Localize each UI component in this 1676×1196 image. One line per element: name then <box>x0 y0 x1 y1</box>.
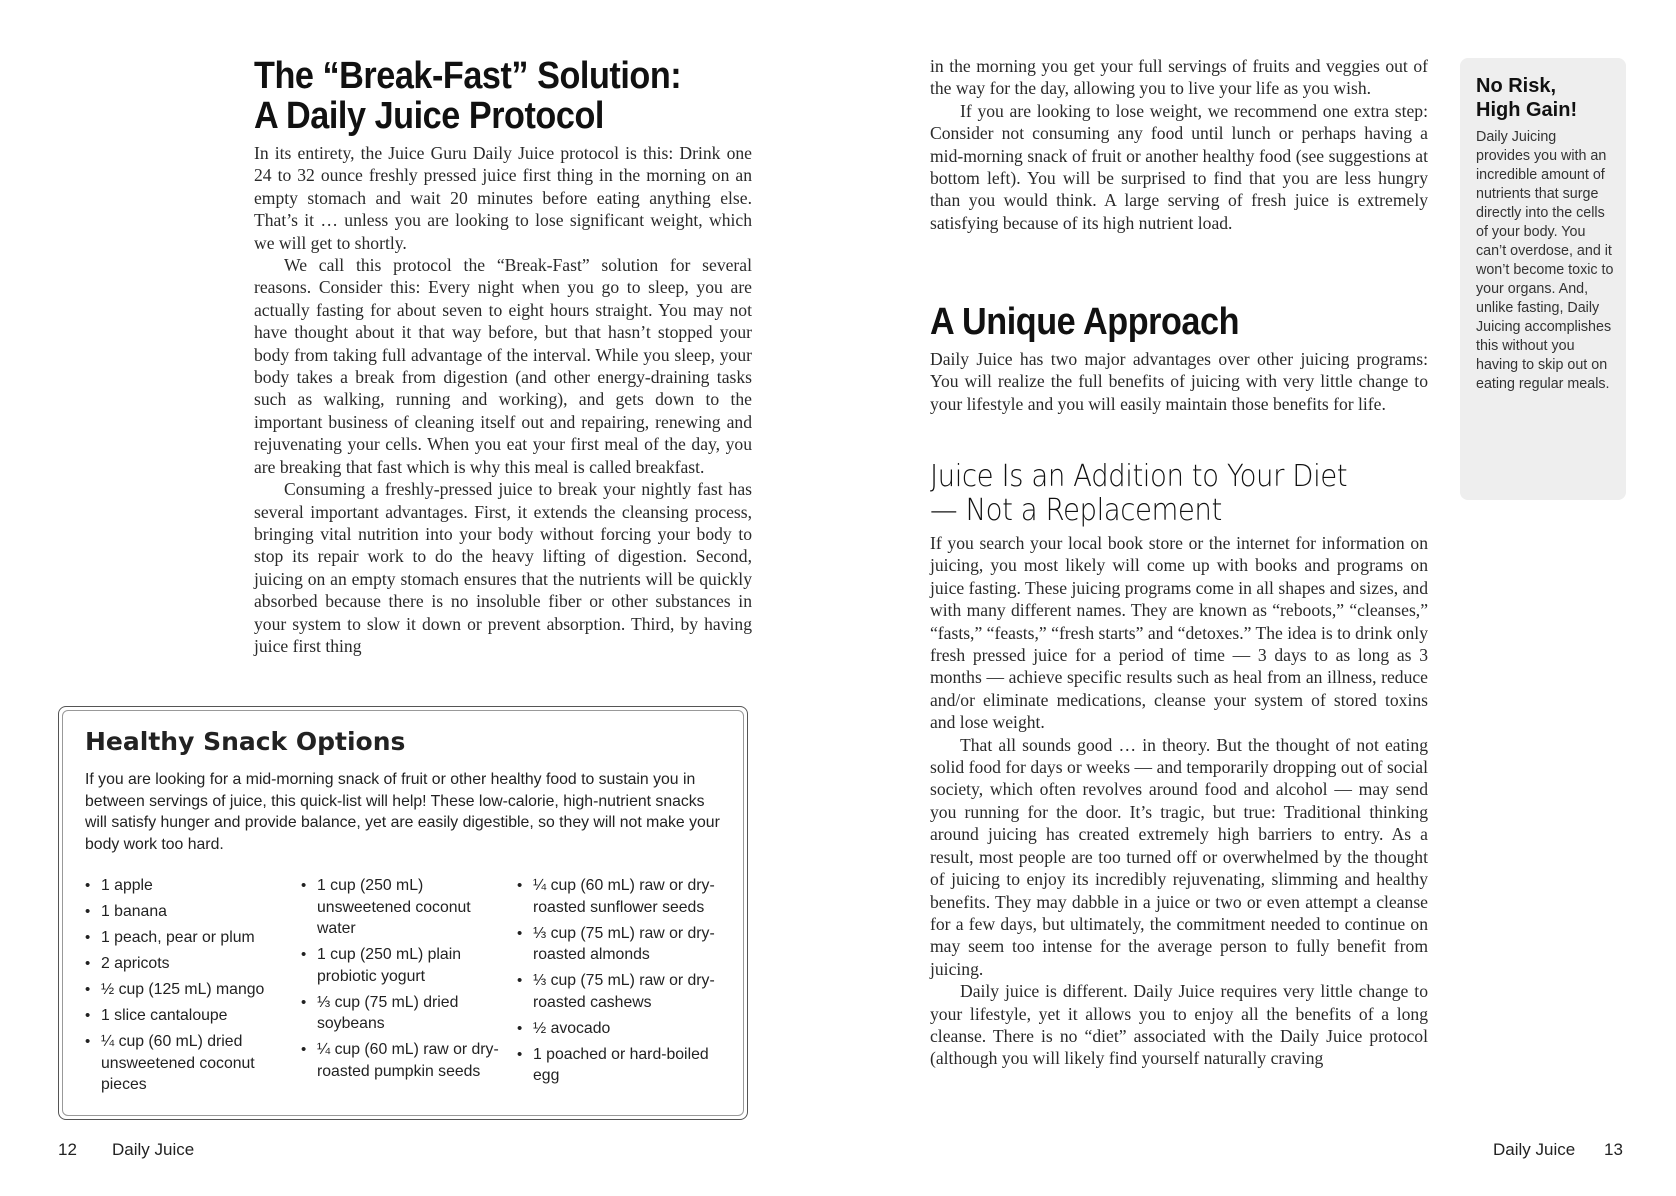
title-line-1: The “Break-Fast” Solution: <box>254 55 682 97</box>
running-footer-right: Daily Juice <box>1493 1140 1576 1159</box>
addition-body-text <box>930 532 1428 1070</box>
list-item: • 1 cup (250 mL) plain probiotic yogurt <box>301 944 501 987</box>
sidebar-title-line-1: No Risk, <box>1476 75 1557 97</box>
paragraph: If you are looking to lose weight, we recommend one extra step: Consider not consuming any food until lunch or perhaps having a mid-morning snack of fruit or another healthy food (see suggestions at bottom left). You will be surprised to find that you are less hungry than you would think. A large serving of fresh juice is extremely satisfying because of its high nutrient load. <box>930 100 1428 233</box>
list-item: • 2 apricots <box>85 953 285 975</box>
sidebar-no-risk <box>1460 58 1626 500</box>
snack-list-column-1 <box>85 875 285 1100</box>
paragraph: That all sounds good … in theory. But the thought of not eating solid food for days or weeks — and temporarily dropping out of social society, which often revolves around food and alcohol — may send you running for the door. It’s tragic, but true: Traditional thinking around juicing has created extremely high barriers to entry. As a result, most people are too turned off or overwhelmed by the thought of juicing to enjoy its incredibly rejuvenating, slimming and healthy benefits. They may dabble in a juice or two or even attempt a cleanse for a few days, but ultimately, the commitment needed to continue on may seem too intense for the average person to fully benefit from juicing. <box>930 734 1428 979</box>
left-body-text <box>254 142 752 657</box>
section-heading-unique-approach: A Unique Approach <box>930 301 1240 343</box>
list-item: • 1 peach, pear or plum <box>85 927 285 949</box>
list-item: • ⅓ cup (75 mL) raw or dry-roasted almonds <box>517 923 717 966</box>
page-number-right: 13 <box>1604 1140 1623 1159</box>
paragraph: If you search your local book store or the internet for information on juicing, you most likely will come up with books and programs on juice fasting. These juicing programs come in all shapes and sizes, and with many different names. They are known as “reboots,” “cleanses,” “fasts,” “feasts,” “fresh starts” and “detoxes.” The idea is to drink only fresh pressed juice for a period of time — 3 days to as long as 3 months — achieve specific results such as heal from an illness, reduce and/or eliminate medications, cleanse your system of stored toxins and lose weight. <box>930 533 1428 733</box>
list-item: • ¼ cup (60 mL) raw or dry-roasted sunflower seeds <box>517 875 717 918</box>
running-footer-left: Daily Juice <box>112 1140 195 1159</box>
healthy-snack-box <box>58 706 748 1120</box>
title-line-2: A Daily Juice Protocol <box>254 95 604 137</box>
list-item: • ¼ cup (60 mL) dried unsweetened coconut pieces <box>85 1031 285 1096</box>
snack-box-title: Healthy Snack Options <box>85 727 406 756</box>
approach-body-text <box>930 348 1428 415</box>
snack-list-column-2 <box>301 875 501 1087</box>
paragraph: Daily Juice has two major advantages over other juicing programs: You will realize the full benefits of juicing with very little change to your lifestyle and you will easily maintain those benefits for life. <box>930 349 1428 414</box>
paragraph: We call this protocol the “Break-Fast” solution for several reasons. Consider this: Every night when you go to sleep, you are actually fasting for about seven to eight hours straight. You may not have thought about it that way before, but that hasn’t stopped your body from taking full advantage of the interval. While you sleep, your body takes a break from digestion (and other energy-draining tasks such as walking, running and working), and gets down to the important business of cleaning itself out and repairing, renewing and rejuvenating your cells. When you eat your first meal of the day, you are breaking that fast which is why this meal is called breakfast. <box>254 255 752 477</box>
paragraph: in the morning you get your full servings of fruits and veggies out of the way for the day, allowing you to live your life as you wish. <box>930 56 1428 99</box>
addition-heading-line-1: Juice Is an Addition to Your Diet <box>930 459 1348 494</box>
paragraph: Daily juice is different. Daily Juice requires very little change to your lifestyle, yet it allows you to enjoy all the benefits of a long cleanse. There is no “diet” associated with the Daily Juice protocol (although you will likely find yourself naturally craving <box>930 981 1428 1069</box>
addition-heading-line-2: — Not a Replacement <box>930 493 1222 528</box>
list-item: • ½ cup (125 mL) mango <box>85 979 285 1001</box>
snack-box-intro: If you are looking for a mid-morning snack of fruit or other healthy food to sustain you in between servings of juice, this quick-list will help! These low-calorie, high-nutrient snacks will satisfy hunger and provide balance, yet are easily digestible, so they will not make your body work too hard. <box>85 771 720 853</box>
list-item: • 1 slice cantaloupe <box>85 1005 285 1027</box>
list-item: • ⅓ cup (75 mL) raw or dry-roasted cashews <box>517 970 717 1013</box>
list-item: • 1 poached or hard-boiled egg <box>517 1044 717 1087</box>
page-number-left: 12 <box>58 1140 77 1159</box>
sidebar-text: Daily Juicing provides you with an incredible amount of nutrients that surge directly into the cells of your body. You can’t overdose, and it won’t become toxic to your organs. And, unlike fasting, Daily Juicing accomplishes this without you having to skip out on eating regular meals. <box>1476 129 1614 392</box>
paragraph: In its entirety, the Juice Guru Daily Juice protocol is this: Drink one 24 to 32 ounce freshly pressed juice first thing in the morning on an empty stomach and wait 20 minutes before eating anything else. That’s it … unless you are looking to lose significant weight, which we will get to shortly. <box>254 143 752 253</box>
list-item: • 1 apple <box>85 875 285 897</box>
right-page <box>838 0 1676 1196</box>
paragraph: Consuming a freshly-pressed juice to break your nightly fast has several important advantages. First, it extends the cleansing process, bringing vital nutrition into your body without forcing your body to stop its repair work to do the heavy lifting of digestion. Second, juicing on an empty stomach ensures that the nutrients will be quickly absorbed because there is no insoluble fiber or other substances in your system to slow it down or prevent absorption. Third, by having juice first thing <box>254 479 752 656</box>
list-item: • 1 cup (250 mL) unsweetened coconut water <box>301 875 501 940</box>
list-item: • ¼ cup (60 mL) raw or dry-roasted pumpkin seeds <box>301 1039 501 1082</box>
page-title <box>254 56 754 136</box>
section-heading-addition <box>930 460 1383 528</box>
continued-body-text <box>930 55 1428 234</box>
sidebar-title-line-2: High Gain! <box>1476 99 1578 121</box>
list-item: • 1 banana <box>85 901 285 923</box>
list-item: • ½ avocado <box>517 1018 717 1040</box>
sidebar-title <box>1476 74 1614 122</box>
list-item: • ⅓ cup (75 mL) dried soybeans <box>301 992 501 1035</box>
snack-list-column-3 <box>517 875 717 1091</box>
